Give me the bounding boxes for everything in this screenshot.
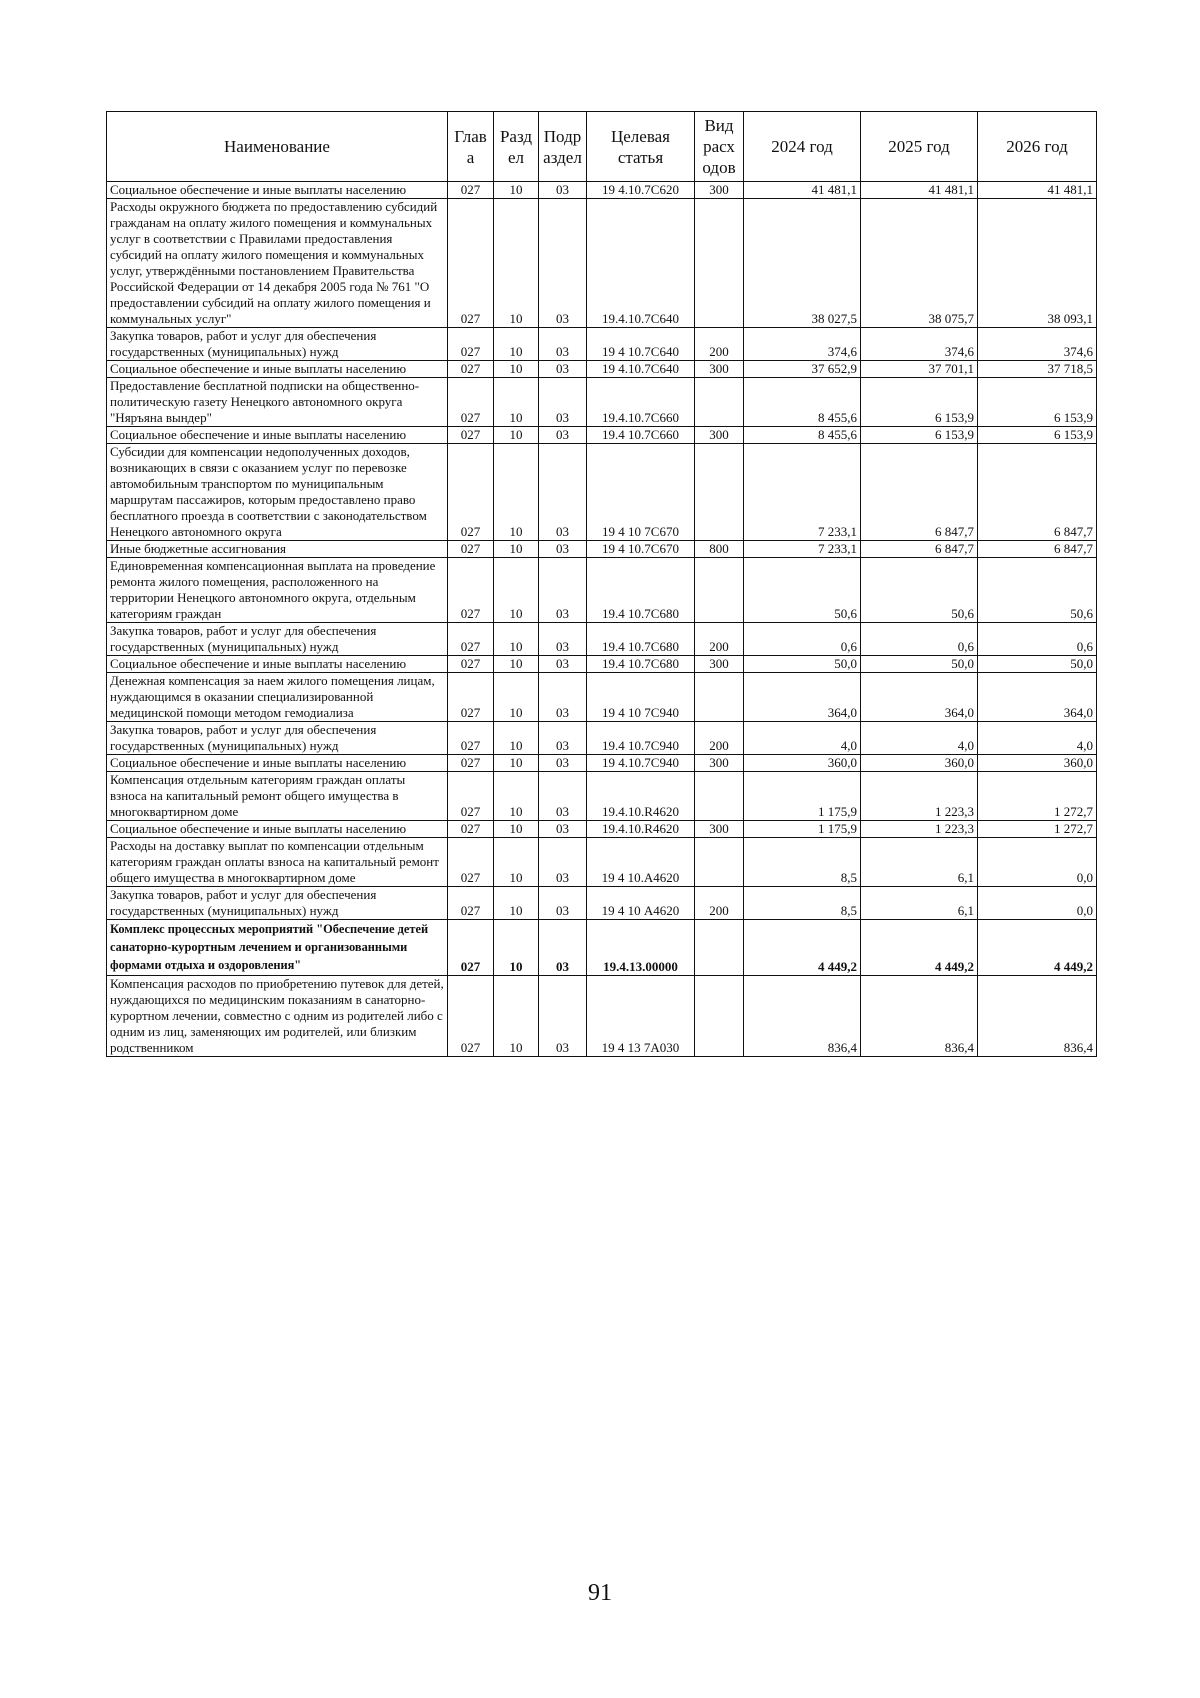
- row-2024: 50,0: [744, 656, 861, 673]
- row-target: 19.4.10.R4620: [587, 821, 695, 838]
- row-2025: 50,0: [861, 656, 978, 673]
- row-2025: 6 153,9: [861, 378, 978, 427]
- row-chapter: 027: [448, 821, 494, 838]
- row-2026: 4,0: [978, 722, 1097, 755]
- row-kind: 800: [695, 541, 744, 558]
- row-2026: 0,0: [978, 887, 1097, 920]
- row-section: 10: [494, 656, 539, 673]
- row-kind: 300: [695, 821, 744, 838]
- row-subsection: 03: [539, 361, 587, 378]
- row-2024: 50,6: [744, 558, 861, 623]
- row-section: 10: [494, 772, 539, 821]
- row-name: Закупка товаров, работ и услуг для обеспечения государственных (муниципальных) нужд: [107, 328, 448, 361]
- row-name: Закупка товаров, работ и услуг для обеспечения государственных (муниципальных) нужд: [107, 887, 448, 920]
- table-row: [107, 975, 1097, 1056]
- table-row: [107, 199, 1097, 328]
- row-target: 19 4 10.7С640: [587, 328, 695, 361]
- row-section: 10: [494, 838, 539, 887]
- row-2024: 360,0: [744, 755, 861, 772]
- table-header-row: [107, 112, 1097, 182]
- row-2025: 4 449,2: [861, 920, 978, 976]
- row-name: Закупка товаров, работ и услуг для обеспечения государственных (муниципальных) нужд: [107, 722, 448, 755]
- row-target: 19 4.10.7С940: [587, 755, 695, 772]
- row-section: 10: [494, 623, 539, 656]
- row-target: 19.4.10.7С660: [587, 378, 695, 427]
- row-2025: 6,1: [861, 887, 978, 920]
- row-subsection: 03: [539, 673, 587, 722]
- row-2024: 7 233,1: [744, 541, 861, 558]
- row-kind: 200: [695, 328, 744, 361]
- row-name: Расходы окружного бюджета по предоставлению субсидий гражданам на оплату жилого помещения и коммунальных услуг в соответствии с Правилами предоставления субсидий на оплату жилого помещения и коммунальных услуг, утверждёнными постановлением Правительства Российской Федерации от 14 декабря 2005 года № 761 "О предоставлении субсидий на оплату жилого помещения и коммунальных услуг": [107, 199, 448, 328]
- row-target: 19.4 10.7С680: [587, 656, 695, 673]
- row-kind: 300: [695, 755, 744, 772]
- row-subsection: 03: [539, 182, 587, 199]
- row-chapter: 027: [448, 361, 494, 378]
- table-body: [107, 182, 1097, 1057]
- row-subsection: 03: [539, 887, 587, 920]
- row-section: 10: [494, 182, 539, 199]
- row-target: 19 4 10.А4620: [587, 838, 695, 887]
- table-row: [107, 920, 1097, 976]
- row-chapter: 027: [448, 887, 494, 920]
- header-name: Наименование: [107, 112, 448, 182]
- row-chapter: 027: [448, 772, 494, 821]
- row-2026: 50,6: [978, 558, 1097, 623]
- row-2025: 836,4: [861, 975, 978, 1056]
- row-chapter: 027: [448, 541, 494, 558]
- table-row: [107, 656, 1097, 673]
- row-subsection: 03: [539, 755, 587, 772]
- row-2024: 374,6: [744, 328, 861, 361]
- row-chapter: 027: [448, 673, 494, 722]
- row-chapter: 027: [448, 558, 494, 623]
- row-section: 10: [494, 887, 539, 920]
- row-kind: [695, 199, 744, 328]
- row-kind: 300: [695, 427, 744, 444]
- row-2024: 1 175,9: [744, 772, 861, 821]
- table-row: [107, 673, 1097, 722]
- row-2025: 37 701,1: [861, 361, 978, 378]
- table-row: [107, 378, 1097, 427]
- row-section: 10: [494, 378, 539, 427]
- row-2026: 6 847,7: [978, 541, 1097, 558]
- row-chapter: 027: [448, 656, 494, 673]
- header-subsection: Подр аздел: [539, 112, 587, 182]
- row-2025: 6 153,9: [861, 427, 978, 444]
- row-target: 19.4 10.7С680: [587, 558, 695, 623]
- row-2026: 1 272,7: [978, 772, 1097, 821]
- table-row: [107, 821, 1097, 838]
- row-2025: 6,1: [861, 838, 978, 887]
- row-subsection: 03: [539, 821, 587, 838]
- row-2026: 38 093,1: [978, 199, 1097, 328]
- row-kind: 300: [695, 656, 744, 673]
- row-2025: 6 847,7: [861, 541, 978, 558]
- row-subsection: 03: [539, 722, 587, 755]
- row-name: Денежная компенсация за наем жилого помещения лицам, нуждающимся в оказании специализированной медицинской помощи методом гемодиализа: [107, 673, 448, 722]
- row-2026: 6 153,9: [978, 378, 1097, 427]
- row-target: 19 4 10 7С670: [587, 444, 695, 541]
- row-subsection: 03: [539, 623, 587, 656]
- row-section: 10: [494, 444, 539, 541]
- table-row: [107, 887, 1097, 920]
- row-chapter: 027: [448, 199, 494, 328]
- row-name: Предоставление бесплатной подписки на общественно-политическую газету Ненецкого автономного округа "Няръяна вындер": [107, 378, 448, 427]
- row-2025: 50,6: [861, 558, 978, 623]
- row-name: Социальное обеспечение и иные выплаты населению: [107, 755, 448, 772]
- row-2024: 38 027,5: [744, 199, 861, 328]
- row-2025: 374,6: [861, 328, 978, 361]
- row-2025: 1 223,3: [861, 821, 978, 838]
- row-2026: 0,0: [978, 838, 1097, 887]
- row-chapter: 027: [448, 378, 494, 427]
- row-name: Иные бюджетные ассигнования: [107, 541, 448, 558]
- row-kind: [695, 975, 744, 1056]
- row-2024: 41 481,1: [744, 182, 861, 199]
- row-chapter: 027: [448, 975, 494, 1056]
- row-target: 19.4.13.00000: [587, 920, 695, 976]
- row-chapter: 027: [448, 182, 494, 199]
- row-subsection: 03: [539, 975, 587, 1056]
- row-2025: 38 075,7: [861, 199, 978, 328]
- row-target: 19 4 10 7С940: [587, 673, 695, 722]
- row-2026: 6 847,7: [978, 444, 1097, 541]
- row-2025: 360,0: [861, 755, 978, 772]
- row-2026: 50,0: [978, 656, 1097, 673]
- row-target: 19.4 10.7С940: [587, 722, 695, 755]
- row-target: 19.4.10.R4620: [587, 772, 695, 821]
- row-kind: [695, 673, 744, 722]
- table-row: [107, 623, 1097, 656]
- table-row: [107, 444, 1097, 541]
- row-section: 10: [494, 975, 539, 1056]
- row-section: 10: [494, 361, 539, 378]
- row-name: Расходы на доставку выплат по компенсации отдельным категориям граждан оплаты взноса на капитальный ремонт общего имущества в многоквартирном доме: [107, 838, 448, 887]
- row-2024: 364,0: [744, 673, 861, 722]
- table-row: [107, 772, 1097, 821]
- row-chapter: 027: [448, 722, 494, 755]
- row-2024: 8 455,6: [744, 427, 861, 444]
- table-row: [107, 755, 1097, 772]
- table-row: [107, 182, 1097, 199]
- header-2025: 2025 год: [861, 112, 978, 182]
- row-name: Компенсация отдельным категориям граждан оплаты взноса на капитальный ремонт общего имущества в многоквартирном доме: [107, 772, 448, 821]
- row-kind: 200: [695, 623, 744, 656]
- row-section: 10: [494, 541, 539, 558]
- table-row: [107, 361, 1097, 378]
- row-section: 10: [494, 199, 539, 328]
- row-chapter: 027: [448, 328, 494, 361]
- row-name: Субсидии для компенсации недополученных доходов, возникающих в связи с оказанием услуг по перевозке автомобильным транспортом по муниципальным маршрутам пассажиров, которым предоставлено право бесплатного проезда в соответствии с законодательством Ненецкого автономного округа: [107, 444, 448, 541]
- row-2024: 1 175,9: [744, 821, 861, 838]
- row-name: Комплекс процессных мероприятий "Обеспечение детей санаторно-курортным лечением и организованными формами отдыха и оздоровления": [107, 920, 448, 976]
- row-subsection: 03: [539, 541, 587, 558]
- budget-table-container: [106, 111, 1096, 1057]
- row-2026: 41 481,1: [978, 182, 1097, 199]
- row-section: 10: [494, 920, 539, 976]
- row-section: 10: [494, 558, 539, 623]
- row-name: Социальное обеспечение и иные выплаты населению: [107, 361, 448, 378]
- row-section: 10: [494, 821, 539, 838]
- row-name: Единовременная компенсационная выплата на проведение ремонта жилого помещения, расположенного на территории Ненецкого автономного округа, отдельным категориям граждан: [107, 558, 448, 623]
- row-section: 10: [494, 328, 539, 361]
- header-target: Целевая статья: [587, 112, 695, 182]
- row-target: 19 4 13 7А030: [587, 975, 695, 1056]
- row-name: Социальное обеспечение и иные выплаты населению: [107, 182, 448, 199]
- row-target: 19.4.10.7С640: [587, 199, 695, 328]
- row-2026: 4 449,2: [978, 920, 1097, 976]
- row-kind: 300: [695, 361, 744, 378]
- row-2024: 4 449,2: [744, 920, 861, 976]
- row-target: 19.4 10.7С680: [587, 623, 695, 656]
- row-chapter: 027: [448, 444, 494, 541]
- row-name: Социальное обеспечение и иные выплаты населению: [107, 427, 448, 444]
- row-section: 10: [494, 722, 539, 755]
- header-chapter: Глав а: [448, 112, 494, 182]
- row-2026: 6 153,9: [978, 427, 1097, 444]
- row-2026: 374,6: [978, 328, 1097, 361]
- page-number: 91: [588, 1580, 612, 1606]
- row-2024: 8 455,6: [744, 378, 861, 427]
- row-subsection: 03: [539, 920, 587, 976]
- row-2024: 4,0: [744, 722, 861, 755]
- table-row: [107, 541, 1097, 558]
- row-2024: 8,5: [744, 838, 861, 887]
- row-name: Закупка товаров, работ и услуг для обеспечения государственных (муниципальных) нужд: [107, 623, 448, 656]
- row-2024: 836,4: [744, 975, 861, 1056]
- header-2024: 2024 год: [744, 112, 861, 182]
- row-kind: [695, 838, 744, 887]
- row-target: 19 4 10.7С670: [587, 541, 695, 558]
- row-name: Социальное обеспечение и иные выплаты населению: [107, 821, 448, 838]
- row-subsection: 03: [539, 558, 587, 623]
- row-subsection: 03: [539, 772, 587, 821]
- row-2026: 364,0: [978, 673, 1097, 722]
- table-row: [107, 427, 1097, 444]
- row-2024: 37 652,9: [744, 361, 861, 378]
- header-kind: Вид расх одов: [695, 112, 744, 182]
- row-name: Компенсация расходов по приобретению путевок для детей, нуждающихся по медицинским показаниям в санаторно-курортном лечении, совместно с одним из родителей либо с одним из лиц, заменяющих им родителей, или близким родственником: [107, 975, 448, 1056]
- row-subsection: 03: [539, 444, 587, 541]
- row-kind: 300: [695, 182, 744, 199]
- row-2024: 0,6: [744, 623, 861, 656]
- row-subsection: 03: [539, 427, 587, 444]
- row-chapter: 027: [448, 920, 494, 976]
- header-2026: 2026 год: [978, 112, 1097, 182]
- table-row: [107, 722, 1097, 755]
- row-kind: [695, 378, 744, 427]
- table-row: [107, 838, 1097, 887]
- row-subsection: 03: [539, 378, 587, 427]
- row-2026: 0,6: [978, 623, 1097, 656]
- row-section: 10: [494, 673, 539, 722]
- row-kind: [695, 772, 744, 821]
- table-row: [107, 328, 1097, 361]
- row-section: 10: [494, 427, 539, 444]
- row-name: Социальное обеспечение и иные выплаты населению: [107, 656, 448, 673]
- row-2024: 7 233,1: [744, 444, 861, 541]
- row-2025: 6 847,7: [861, 444, 978, 541]
- row-target: 19 4 10 А4620: [587, 887, 695, 920]
- row-2026: 37 718,5: [978, 361, 1097, 378]
- budget-table: [106, 111, 1097, 1057]
- table-row: [107, 558, 1097, 623]
- row-2025: 0,6: [861, 623, 978, 656]
- row-2025: 1 223,3: [861, 772, 978, 821]
- row-2025: 4,0: [861, 722, 978, 755]
- row-target: 19 4.10.7С620: [587, 182, 695, 199]
- row-subsection: 03: [539, 199, 587, 328]
- header-section: Разд ел: [494, 112, 539, 182]
- row-2026: 360,0: [978, 755, 1097, 772]
- row-chapter: 027: [448, 427, 494, 444]
- row-2026: 1 272,7: [978, 821, 1097, 838]
- row-target: 19 4.10.7С640: [587, 361, 695, 378]
- row-section: 10: [494, 755, 539, 772]
- row-2024: 8,5: [744, 887, 861, 920]
- row-2025: 41 481,1: [861, 182, 978, 199]
- row-chapter: 027: [448, 755, 494, 772]
- row-chapter: 027: [448, 838, 494, 887]
- row-chapter: 027: [448, 623, 494, 656]
- row-kind: [695, 920, 744, 976]
- row-2026: 836,4: [978, 975, 1097, 1056]
- row-2025: 364,0: [861, 673, 978, 722]
- row-subsection: 03: [539, 656, 587, 673]
- row-target: 19.4 10.7С660: [587, 427, 695, 444]
- row-subsection: 03: [539, 838, 587, 887]
- row-subsection: 03: [539, 328, 587, 361]
- row-kind: 200: [695, 887, 744, 920]
- row-kind: [695, 558, 744, 623]
- row-kind: [695, 444, 744, 541]
- row-kind: 200: [695, 722, 744, 755]
